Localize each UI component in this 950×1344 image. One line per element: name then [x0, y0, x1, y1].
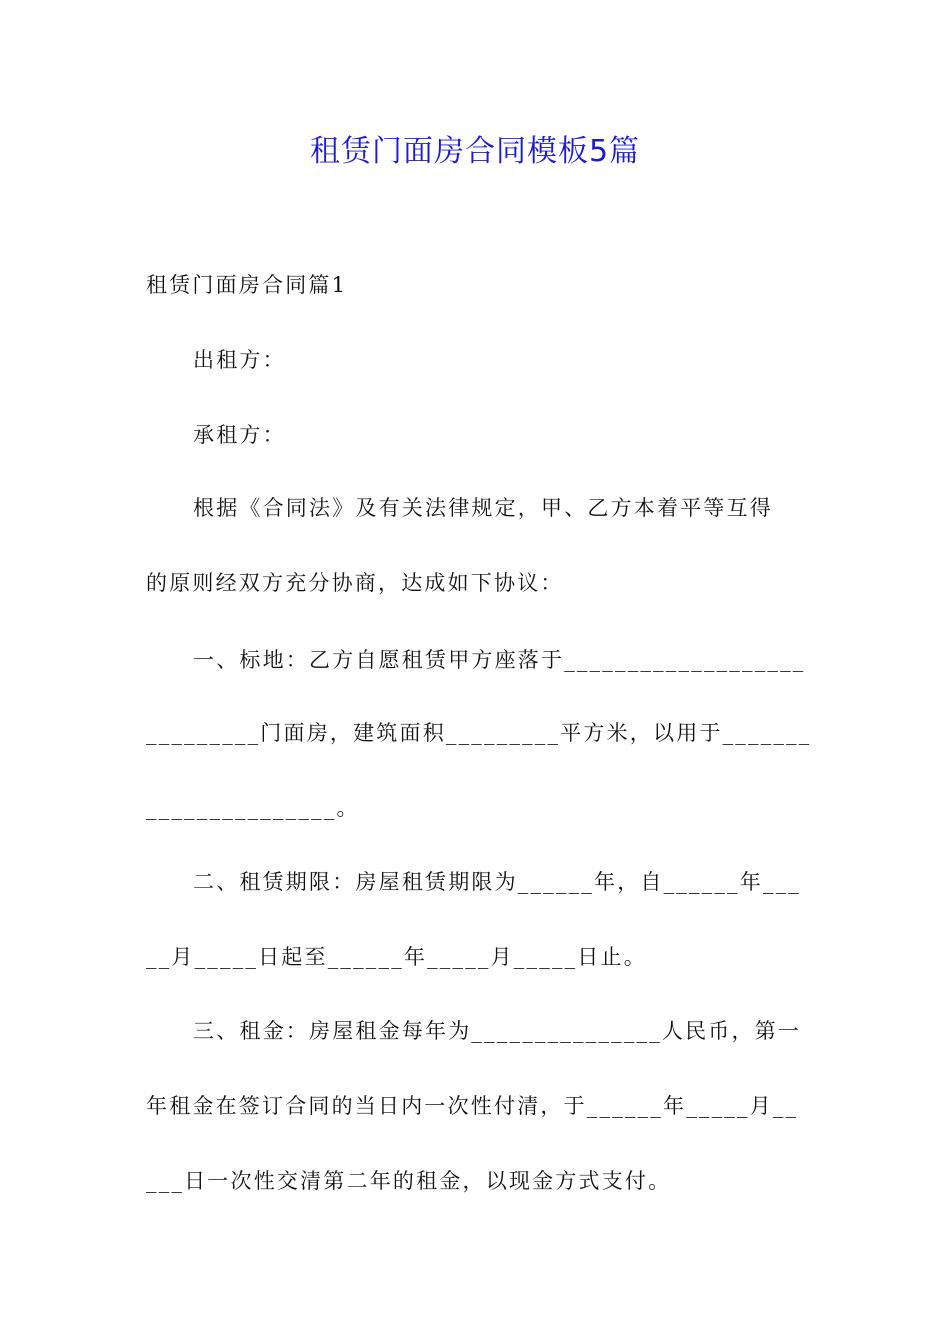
clause-3-line-1: 三、租金：房屋租金每年为_______________人民币，第一: [193, 1019, 802, 1043]
preamble-line-2: 的原则经双方充分协商，达成如下协议：: [146, 571, 564, 595]
clause-2-line-1: 二、租赁期限：房屋租赁期限为______年，自______年___: [193, 870, 802, 894]
clause-3-line-2: 年租金在签订合同的当日内一次性付清，于______年_____月__: [146, 1094, 799, 1118]
clause-3-line-3: ___日一次性交清第二年的租金，以现金方式支付。: [146, 1169, 672, 1193]
clause-1-line-2: _________门面房，建筑面积_________平方米，以用于_______: [146, 721, 812, 745]
section-heading: 租赁门面房合同篇1: [146, 273, 348, 297]
clause-1-line-1: 一、标地：乙方自愿租赁甲方座落于___________________: [193, 648, 806, 672]
lessor-line: 出租方：: [193, 348, 286, 372]
lessee-line: 承租方：: [193, 423, 286, 447]
document-title: 租赁门面房合同模板5篇: [309, 134, 641, 169]
clause-2-line-2: __月_____日起至______年_____月_____日止。: [146, 945, 647, 969]
preamble-line-1: 根据《合同法》及有关法律规定，甲、乙方本着平等互得: [193, 496, 773, 520]
clause-1-line-3: _______________。: [146, 796, 360, 820]
